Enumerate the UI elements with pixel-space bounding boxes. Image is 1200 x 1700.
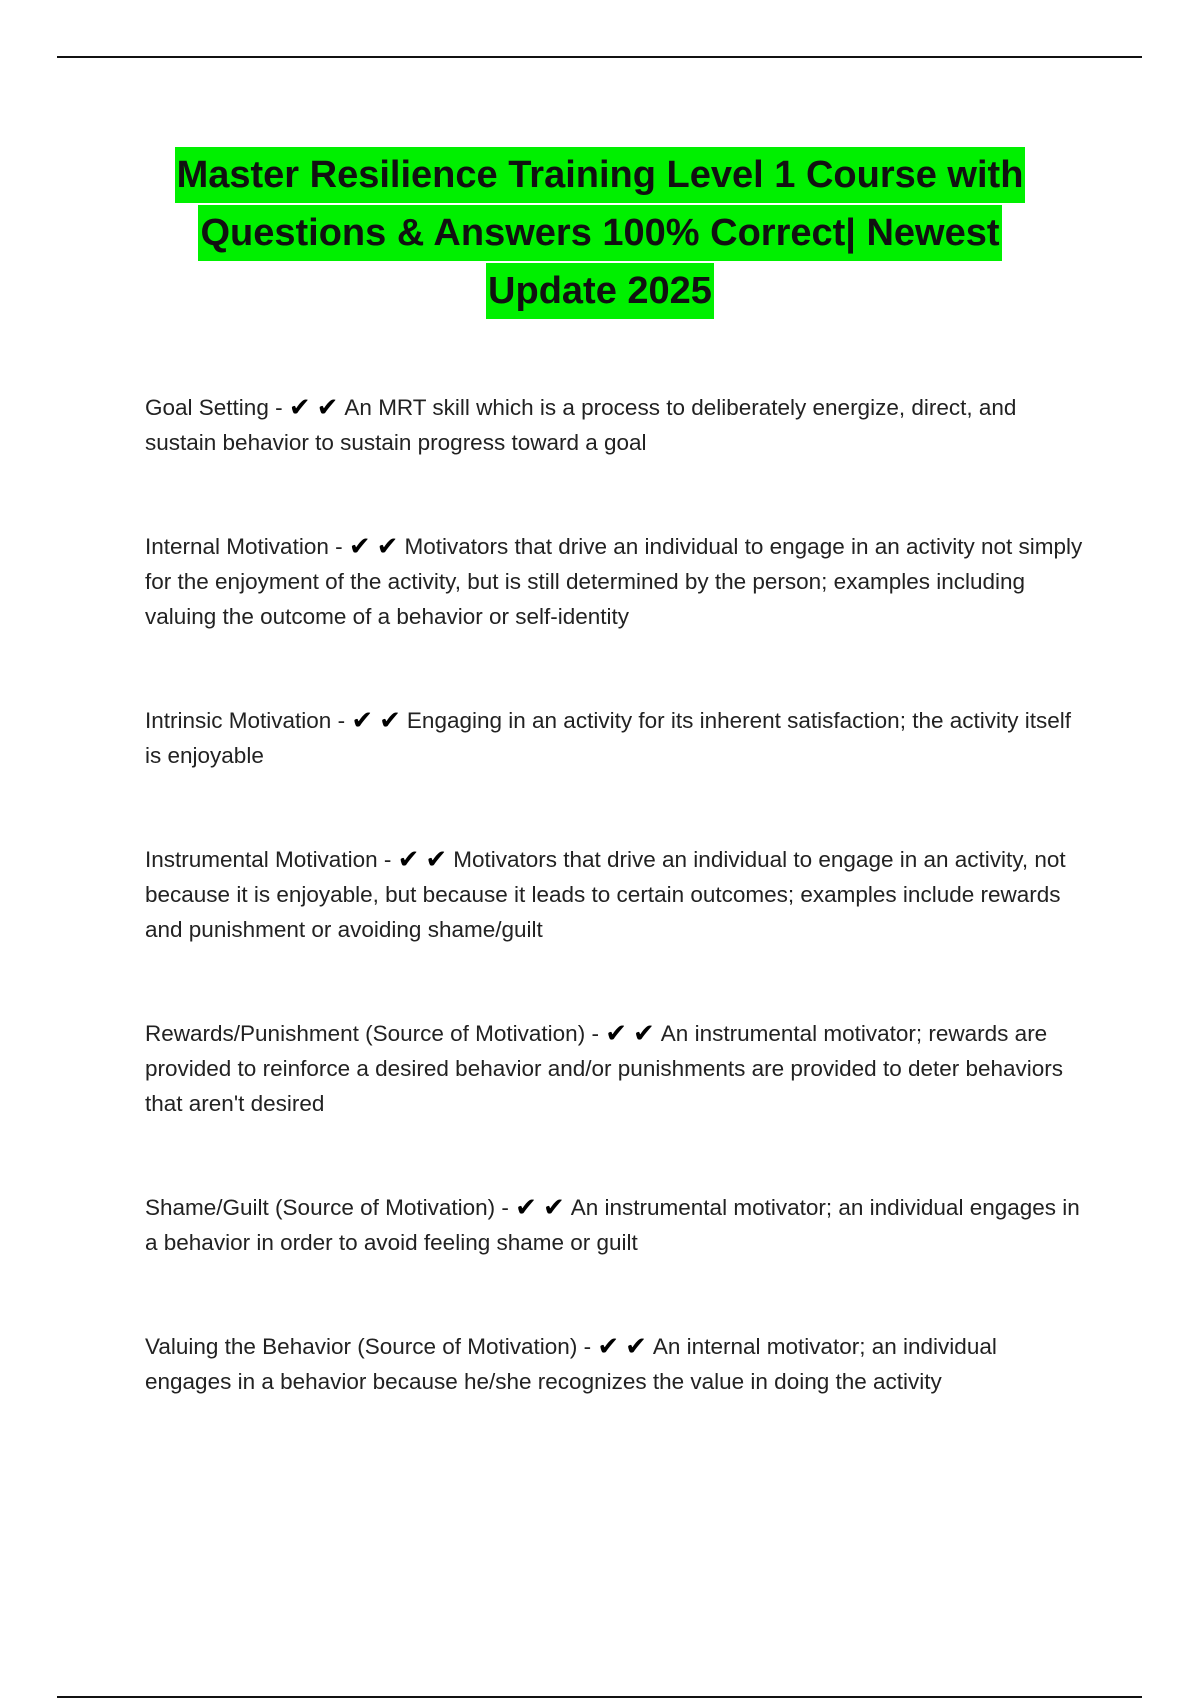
check-icon: ✔ <box>397 845 420 875</box>
entry-definition: Motivators that drive an individual to engage in an activity not simply for the enjoyment of the activity, but is still determined by the person; examples including valuing the outcome of a behavior or self-identity <box>145 534 1083 629</box>
check-icon: ✔ <box>542 1193 565 1223</box>
entry-term: Valuing the Behavior (Source of Motivation) <box>145 1334 578 1359</box>
document-title <box>90 146 1110 320</box>
entry-separator: - <box>495 1195 516 1220</box>
check-icon: ✔ <box>379 706 401 736</box>
entry-separator: - <box>577 1334 598 1359</box>
check-icon: ✔ <box>351 706 374 736</box>
entry-separator: - <box>328 534 349 559</box>
bottom-rule <box>57 1696 1142 1698</box>
check-icon: ✔ <box>625 1332 647 1362</box>
entry-separator: - <box>331 708 352 733</box>
title-line: Update 2025 <box>486 263 714 319</box>
check-icon: ✔ <box>425 845 448 875</box>
flashcard-entry <box>145 1190 1085 1260</box>
check-icon: ✔ <box>288 393 311 423</box>
entry-separator: - <box>377 847 398 872</box>
flashcard-entry <box>145 842 1085 947</box>
flashcard-entry <box>145 703 1085 773</box>
check-icon: ✔ <box>605 1019 627 1049</box>
check-icon: ✔ <box>515 1193 537 1223</box>
entry-definition: An instrumental motivator; rewards are provided to reinforce a desired behavior and/or punishments are provided to deter behaviors that aren't desired <box>145 1021 1064 1116</box>
entry-separator: - <box>268 395 289 420</box>
check-icon: ✔ <box>597 1332 620 1362</box>
entry-term: Internal Motivation <box>145 534 329 559</box>
flashcard-entry <box>145 1329 1085 1399</box>
flashcard-entry <box>145 390 1085 460</box>
entry-term: Goal Setting <box>145 395 269 420</box>
entry-definition: An internal motivator; an individual engages in a behavior because he/she recognizes the value in doing the activity <box>145 1334 997 1394</box>
entry-separator: - <box>585 1021 606 1046</box>
entry-definition: Motivators that drive an individual to engage in an activity, not because it is enjoyable, but because it leads to certain outcomes; examples include rewards and punishment or avoiding shame/guilt <box>145 847 1066 942</box>
flashcard-list <box>145 390 1085 1468</box>
entry-term: Instrumental Motivation <box>145 847 378 872</box>
check-icon: ✔ <box>376 532 399 562</box>
entry-term: Intrinsic Motivation <box>145 708 332 733</box>
check-icon: ✔ <box>348 532 371 562</box>
title-line: Master Resilience Training Level 1 Course with <box>175 147 1026 203</box>
entry-definition: Engaging in an activity for its inherent satisfaction; the activity itself is enjoyable <box>145 708 1072 768</box>
check-icon: ✔ <box>316 393 339 423</box>
entry-term: Rewards/Punishment (Source of Motivation) <box>145 1021 586 1046</box>
entry-term: Shame/Guilt (Source of Motivation) <box>145 1195 496 1220</box>
check-icon: ✔ <box>633 1019 655 1049</box>
title-line: Questions & Answers 100% Correct| Newest <box>198 205 1001 261</box>
entry-definition: An instrumental motivator; an individual engages in a behavior in order to avoid feeling shame or guilt <box>145 1195 1080 1255</box>
top-rule <box>57 56 1142 58</box>
flashcard-entry <box>145 1016 1085 1121</box>
flashcard-entry <box>145 529 1085 634</box>
entry-definition: An MRT skill which is a process to deliberately energize, direct, and sustain behavior to sustain progress toward a goal <box>145 395 1017 455</box>
